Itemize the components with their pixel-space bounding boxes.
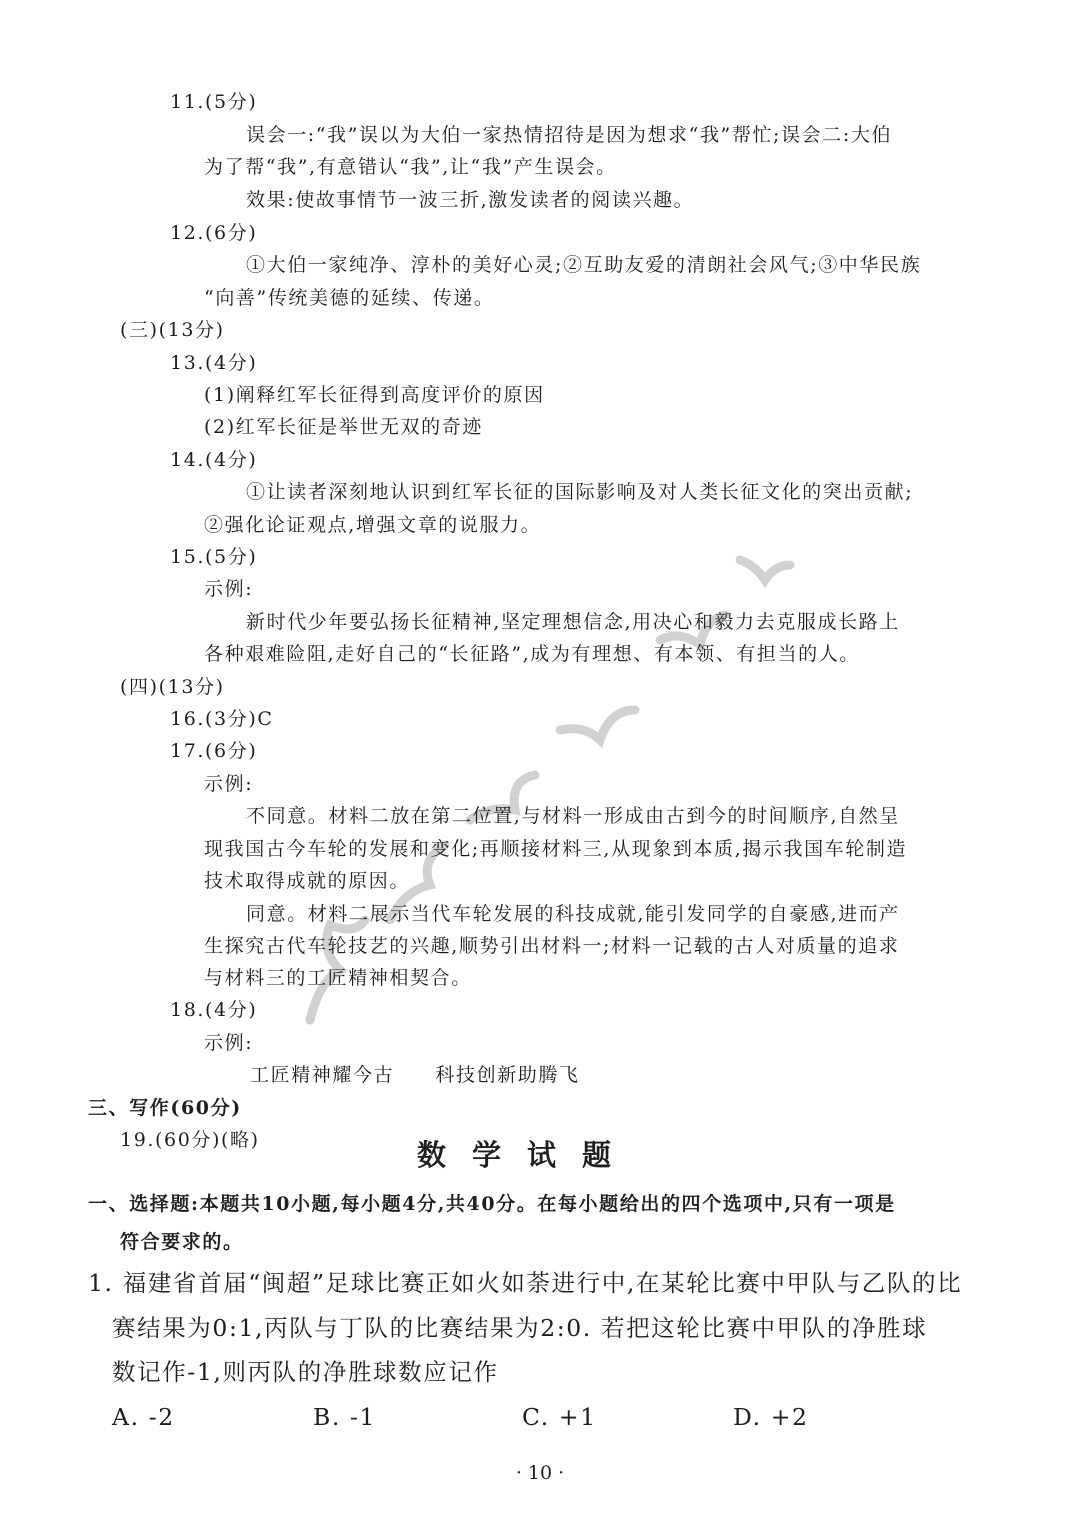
q17-answer-line: 与材料三的工匠精神相契合。 (204, 967, 472, 989)
q12-answer-line: ①大伯一家纯净、淳朴的美好心灵;②互助友爱的清朗社会风气;③中华民族 (246, 254, 922, 276)
q17-example-label: 示例: (204, 773, 254, 795)
question-1-line: 数记作-1,则丙队的净胜球数应记作 (112, 1358, 499, 1386)
question-1-line: 1. 福建省首届“闽超”足球比赛正如火如荼进行中,在某轮比赛中甲队与乙队的比 (88, 1269, 963, 1297)
q17-heading: 17.(6分) (170, 740, 258, 762)
q13-answer-line: (1)阐释红军长征得到高度评价的原因 (204, 384, 545, 406)
option-d: D. +2 (733, 1403, 809, 1431)
q15-heading: 15.(5分) (170, 546, 258, 568)
q15-example-label: 示例: (204, 578, 254, 600)
q14-answer-line: ②强化论证观点,增强文章的说服力。 (204, 514, 542, 536)
option-b: B. -1 (313, 1403, 377, 1431)
section-four-heading: (四)(13分) (120, 676, 225, 698)
q11-heading: 11.(5分) (170, 91, 258, 113)
q17-answer-line: 同意。材料二展示当代车轮发展的科技成就,能引发同学的自豪感,进而产 (246, 903, 900, 925)
math-title: 数学试题 (417, 1138, 638, 1172)
choice-section-intro: 符合要求的。 (120, 1231, 244, 1253)
writing-section-heading: 三、写作(60分) (88, 1097, 242, 1119)
q18-example-label: 示例: (204, 1032, 254, 1054)
q17-answer-line: 生探究古代车轮技艺的兴趣,顺势引出材料一;材料一记载的古人对质量的追求 (204, 935, 900, 957)
section-three-heading: (三)(13分) (120, 319, 225, 341)
q18-heading: 18.(4分) (170, 999, 258, 1021)
q14-heading: 14.(4分) (170, 449, 258, 471)
q17-answer-line: 技术取得成就的原因。 (204, 870, 411, 892)
q11-answer-line: 为了帮“我”,有意错认“我”,让“我”产生误会。 (204, 156, 617, 178)
choice-section-intro: 一、选择题:本题共10小题,每小题4分,共40分。在每小题给出的四个选项中,只有一项是 (88, 1193, 896, 1215)
q11-answer-line: 误会一:“我”误以为大伯一家热情招待是因为想求“我”帮忙;误会二:大伯 (246, 124, 893, 146)
q19-heading: 19.(60分)(略) (120, 1129, 260, 1151)
q17-answer-line: 现我国古今车轮的发展和变化;再顺接材料三,从现象到本质,揭示我国车轮制造 (204, 838, 908, 860)
q12-answer-line: “向善”传统美德的延续、传递。 (204, 287, 495, 309)
page-number: · 10 · (515, 1462, 565, 1484)
q12-heading: 12.(6分) (170, 222, 258, 244)
q13-heading: 13.(4分) (170, 352, 258, 374)
q18-answer-line: 工匠精神耀今古 科技创新助腾飞 (250, 1064, 580, 1086)
option-a: A. -2 (112, 1403, 175, 1431)
q13-answer-line: (2)红军长征是举世无双的奇迹 (204, 416, 483, 438)
q15-answer-line: 各种艰难险阻,走好自己的“长征路”,成为有理想、有本领、有担当的人。 (204, 643, 860, 665)
q16-heading: 16.(3分)C (170, 708, 274, 730)
q17-answer-line: 不同意。材料二放在第二位置,与材料一形成由古到今的时间顺序,自然呈 (246, 805, 900, 827)
q11-effect-line: 效果:使故事情节一波三折,激发读者的阅读兴趣。 (246, 189, 695, 211)
q15-answer-line: 新时代少年要弘扬长征精神,坚定理想信念,用决心和毅力去克服成长路上 (246, 611, 900, 633)
option-c: C. +1 (522, 1403, 597, 1431)
question-1-line: 赛结果为0:1,丙队与丁队的比赛结果为2:0. 若把这轮比赛中甲队的净胜球 (112, 1314, 928, 1342)
q14-answer-line: ①让读者深刻地认识到红军长征的国际影响及对人类长征文化的突出贡献; (246, 481, 914, 503)
